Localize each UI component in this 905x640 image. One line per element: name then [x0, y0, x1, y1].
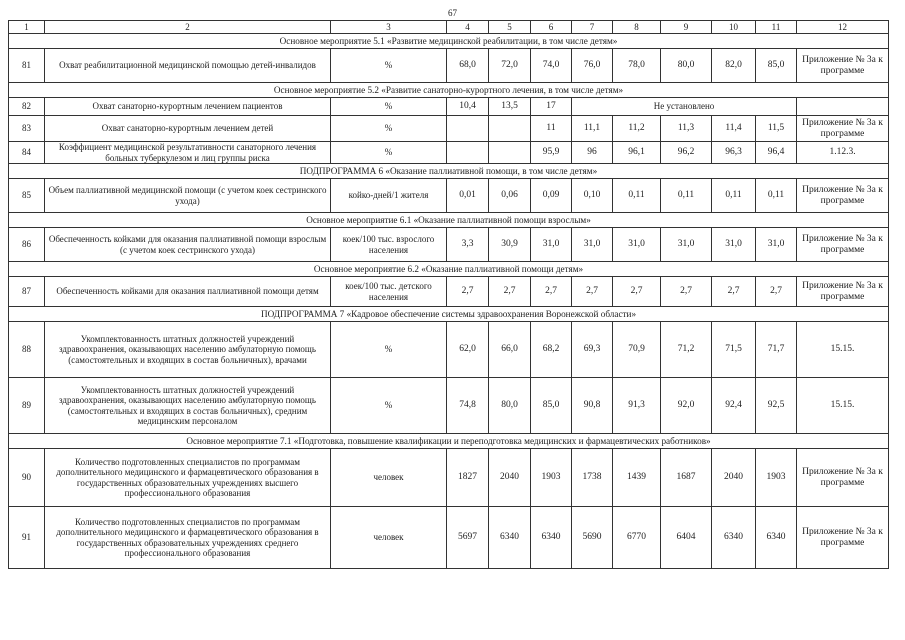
value: 10,4 — [447, 98, 489, 116]
value: 2,7 — [613, 277, 661, 307]
row-number: 89 — [9, 378, 45, 434]
value: 2,7 — [712, 277, 756, 307]
value: 2,7 — [661, 277, 712, 307]
value: 6340 — [531, 507, 572, 569]
value: 31,0 — [756, 228, 797, 262]
value: 1903 — [531, 449, 572, 507]
indicator-name: Укомплектованность штатных должностей учреждений здравоохранения, оказывающих населению амбулаторную помощь (самостоятельных и входящих в состав больничных), врачами — [45, 322, 331, 378]
value: 92,0 — [661, 378, 712, 434]
section-heading: ПОДПРОГРАММА 6 «Оказание паллиативной помощи, в том числе детям» — [9, 164, 889, 179]
indicator-name: Количество подготовленных специалистов по программам дополнительного медицинского и фармацевтического образования в государственных образовательных учреждениях среднего профессионального образования — [45, 507, 331, 569]
reference: Приложение № 3а к программе — [797, 277, 889, 307]
header-cell: 5 — [489, 21, 531, 34]
value: 76,0 — [572, 49, 613, 83]
value: 71,5 — [712, 322, 756, 378]
unit: человек — [331, 449, 447, 507]
value: 96,1 — [613, 142, 661, 164]
value: 68,0 — [447, 49, 489, 83]
value — [489, 116, 531, 142]
row-number: 88 — [9, 322, 45, 378]
header-cell: 10 — [712, 21, 756, 34]
indicator-name: Укомплектованность штатных должностей учреждений здравоохранения, оказывающих населению амбулаторную помощь (самостоятельных и входящих в состав больничных), средним медицинским персоналом — [45, 378, 331, 434]
value: 74,0 — [531, 49, 572, 83]
unit: коек/100 тыс. взрослого населения — [331, 228, 447, 262]
value: 5690 — [572, 507, 613, 569]
value: 30,9 — [489, 228, 531, 262]
value: 62,0 — [447, 322, 489, 378]
value: 85,0 — [531, 378, 572, 434]
indicator-name: Охват санаторно-курортным лечением пациентов — [45, 98, 331, 116]
header-cell: 1 — [9, 21, 45, 34]
header-cell: 8 — [613, 21, 661, 34]
header-cell: 12 — [797, 21, 889, 34]
value: 0,11 — [756, 179, 797, 213]
row-number: 87 — [9, 277, 45, 307]
indicator-name: Количество подготовленных специалистов по программам дополнительного медицинского и фармацевтического образования в государственных образовательных учреждениях высшего профессионального образования — [45, 449, 331, 507]
table-row — [9, 142, 889, 164]
table-row — [9, 98, 889, 116]
value: 71,2 — [661, 322, 712, 378]
reference: 15.15. — [797, 378, 889, 434]
value: 0,06 — [489, 179, 531, 213]
unit: коек/100 тыс. детского населения — [331, 277, 447, 307]
value: 6340 — [712, 507, 756, 569]
table-row — [9, 49, 889, 83]
not-set-note: Не установлено — [572, 98, 797, 116]
row-number: 82 — [9, 98, 45, 116]
value: 6340 — [756, 507, 797, 569]
value: 2040 — [712, 449, 756, 507]
indicator-name: Охват реабилитационной медицинской помощью детей-инвалидов — [45, 49, 331, 83]
value: 1738 — [572, 449, 613, 507]
value: 80,0 — [489, 378, 531, 434]
value: 92,5 — [756, 378, 797, 434]
value: 2,7 — [756, 277, 797, 307]
unit: человек — [331, 507, 447, 569]
indicator-name: Обеспеченность койками для оказания паллиативной помощи детям — [45, 277, 331, 307]
value: 71,7 — [756, 322, 797, 378]
value: 69,3 — [572, 322, 613, 378]
value — [447, 142, 489, 164]
value: 90,8 — [572, 378, 613, 434]
section-heading: Основное мероприятие 6.2 «Оказание паллиативной помощи детям» — [9, 262, 889, 277]
value: 11,4 — [712, 116, 756, 142]
unit: % — [331, 98, 447, 116]
row-number: 90 — [9, 449, 45, 507]
header-cell: 6 — [531, 21, 572, 34]
value — [447, 116, 489, 142]
header-cell: 11 — [756, 21, 797, 34]
value: 82,0 — [712, 49, 756, 83]
value: 5697 — [447, 507, 489, 569]
reference: Приложение № 3а к программе — [797, 116, 889, 142]
unit: % — [331, 378, 447, 434]
value: 11 — [531, 116, 572, 142]
table-row — [9, 507, 889, 569]
reference: Приложение № 3а к программе — [797, 49, 889, 83]
value: 0,09 — [531, 179, 572, 213]
value: 6340 — [489, 507, 531, 569]
value: 13,5 — [489, 98, 531, 116]
table-row — [9, 228, 889, 262]
unit: % — [331, 116, 447, 142]
reference: 1.12.3. — [797, 142, 889, 164]
value: 1827 — [447, 449, 489, 507]
value: 85,0 — [756, 49, 797, 83]
value: 31,0 — [712, 228, 756, 262]
value: 2,7 — [489, 277, 531, 307]
value: 2,7 — [531, 277, 572, 307]
value: 3,3 — [447, 228, 489, 262]
value: 96,4 — [756, 142, 797, 164]
value — [489, 142, 531, 164]
value: 96 — [572, 142, 613, 164]
reference: Приложение № 3а к программе — [797, 507, 889, 569]
value: 96,3 — [712, 142, 756, 164]
value: 31,0 — [661, 228, 712, 262]
value: 68,2 — [531, 322, 572, 378]
row-number: 86 — [9, 228, 45, 262]
section-heading: Основное мероприятие 5.1 «Развитие медицинской реабилитации, в том числе детям» — [9, 34, 889, 49]
value: 91,3 — [613, 378, 661, 434]
indicator-name: Объем паллиативной медицинской помощи (с учетом коек сестринского ухода) — [45, 179, 331, 213]
table-row — [9, 179, 889, 213]
value: 11,5 — [756, 116, 797, 142]
row-number: 84 — [9, 142, 45, 164]
row-number: 85 — [9, 179, 45, 213]
value: 2,7 — [447, 277, 489, 307]
indicators-table — [8, 20, 889, 569]
header-cell: 3 — [331, 21, 447, 34]
header-cell: 4 — [447, 21, 489, 34]
unit: % — [331, 142, 447, 164]
section-heading: Основное мероприятие 7.1 «Подготовка, повышение квалификации и переподготовка медицинских и фармацевтических работников» — [9, 434, 889, 449]
section-heading: Основное мероприятие 6.1 «Оказание паллиативной помощи взрослым» — [9, 213, 889, 228]
value: 31,0 — [531, 228, 572, 262]
section-heading: Основное мероприятие 5.2 «Развитие санаторно-курортного лечения, в том числе детям» — [9, 83, 889, 98]
value: 11,3 — [661, 116, 712, 142]
unit: % — [331, 49, 447, 83]
value: 0,01 — [447, 179, 489, 213]
value: 72,0 — [489, 49, 531, 83]
row-number: 81 — [9, 49, 45, 83]
unit: койко-дней/1 жителя — [331, 179, 447, 213]
value: 66,0 — [489, 322, 531, 378]
indicator-name: Обеспеченность койками для оказания паллиативной помощи взрослым (с учетом коек сестринского ухода) — [45, 228, 331, 262]
reference: 15.15. — [797, 322, 889, 378]
value: 1903 — [756, 449, 797, 507]
value: 0,11 — [712, 179, 756, 213]
header-cell: 9 — [661, 21, 712, 34]
header-cell: 7 — [572, 21, 613, 34]
value: 95,9 — [531, 142, 572, 164]
value: 0,10 — [572, 179, 613, 213]
indicator-name: Коэффициент медицинской результативности санаторного лечения больных туберкулезом и лиц группы риска — [45, 142, 331, 164]
reference: Приложение № 3а к программе — [797, 449, 889, 507]
value: 92,4 — [712, 378, 756, 434]
table-row — [9, 322, 889, 378]
reference: Приложение № 3а к программе — [797, 179, 889, 213]
value: 96,2 — [661, 142, 712, 164]
value: 70,9 — [613, 322, 661, 378]
value: 31,0 — [572, 228, 613, 262]
value: 11,2 — [613, 116, 661, 142]
value: 2040 — [489, 449, 531, 507]
page-number: 67 — [448, 8, 457, 18]
value: 80,0 — [661, 49, 712, 83]
value: 6770 — [613, 507, 661, 569]
value: 11,1 — [572, 116, 613, 142]
value: 0,11 — [613, 179, 661, 213]
reference: Приложение № 3а к программе — [797, 228, 889, 262]
reference — [797, 98, 889, 116]
value: 74,8 — [447, 378, 489, 434]
table-row — [9, 277, 889, 307]
value: 2,7 — [572, 277, 613, 307]
value: 6404 — [661, 507, 712, 569]
unit: % — [331, 322, 447, 378]
header-row — [9, 21, 889, 34]
table-row — [9, 116, 889, 142]
indicator-name: Охват санаторно-курортным лечением детей — [45, 116, 331, 142]
value: 0,11 — [661, 179, 712, 213]
table-row — [9, 378, 889, 434]
value: 17 — [531, 98, 572, 116]
header-cell: 2 — [45, 21, 331, 34]
value: 1687 — [661, 449, 712, 507]
section-heading: ПОДПРОГРАММА 7 «Кадровое обеспечение системы здравоохранения Воронежской области» — [9, 307, 889, 322]
table-row — [9, 449, 889, 507]
value: 1439 — [613, 449, 661, 507]
value: 31,0 — [613, 228, 661, 262]
row-number: 83 — [9, 116, 45, 142]
row-number: 91 — [9, 507, 45, 569]
value: 78,0 — [613, 49, 661, 83]
